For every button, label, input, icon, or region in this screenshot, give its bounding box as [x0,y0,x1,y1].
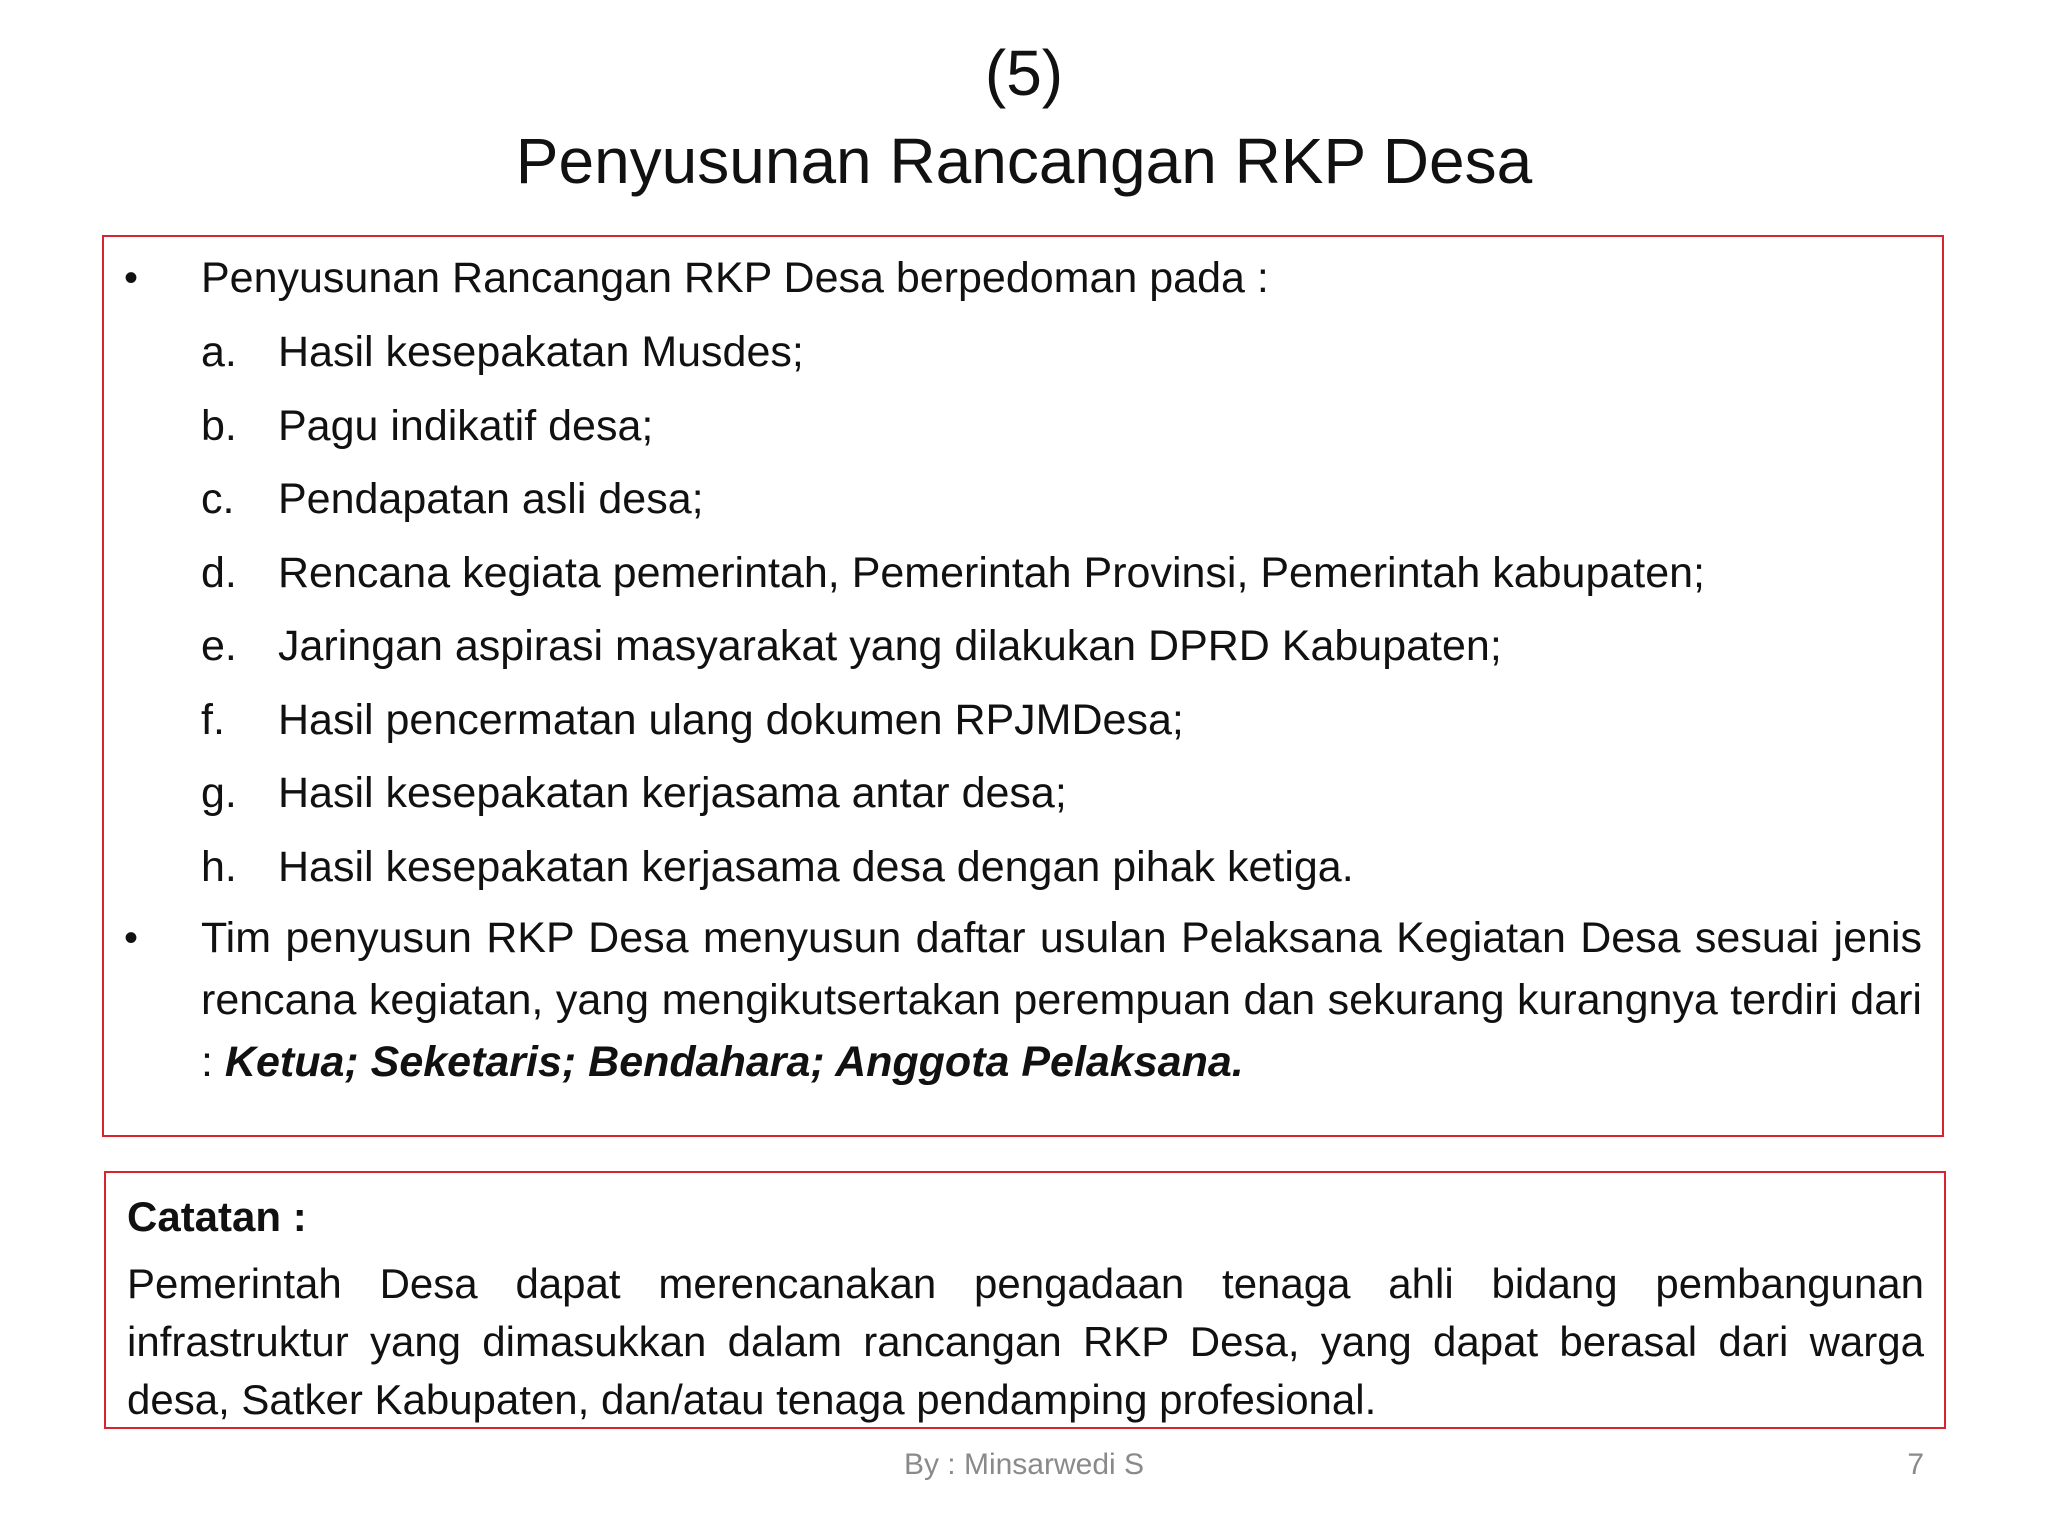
list-item-letter: h. [201,842,237,891]
section-number: (5) [984,37,1064,109]
list-item-letter: d. [201,548,237,597]
list-item [201,683,1922,757]
footer-author: By : Minsarwedi S [903,1448,1145,1481]
list-item-text: Hasil pencermatan ulang dokumen RPJMDesa; [278,695,1184,744]
list-item-text: Hasil kesepakatan kerjasama antar desa; [278,769,1067,817]
page-title: Penyusunan Rancangan RKP Desa [515,125,1533,197]
list-item-letter: f. [201,695,225,744]
list-item [201,756,1922,830]
list-item-letter: g. [201,769,237,817]
list-item-text: Pagu indikatif desa; [278,401,654,450]
list-item [201,609,1922,683]
bullet-icon: • [124,256,139,300]
slide-title-block [0,30,2048,206]
list-item-text: Hasil kesepakatan Musdes; [278,328,804,376]
list-item-letter: c. [201,475,235,523]
note-title: Catatan : [127,1193,307,1240]
list-item-text: Pendapatan asli desa; [278,475,704,523]
list-item-text: Jaringan aspirasi masyarakat yang dilakukan DPRD Kabupaten; [278,622,1502,670]
note-box [104,1171,1946,1429]
bullet-guidelines-text: Penyusunan Rancangan RKP Desa berpedoman pada : [201,254,1269,302]
bullet-icon: • [124,916,139,960]
list-item [201,536,1922,610]
list-item-letter: e. [201,622,237,670]
list-item-letter: a. [201,328,237,376]
list-item-text: Rencana kegiata pemerintah, Pemerintah Provinsi, Pemerintah kabupaten; [278,548,1705,597]
bullet-team-description: Tim penyusun RKP Desa menyusun daftar usulan Pelaksana Kegiatan Desa sesuai jenis rencana kegiatan, yang mengikutsertakan perempuan dan sekurang kurangnya terdiri dari : [201,914,1922,1086]
team-roles: Ketua; Seketaris; Bendahara; Anggota Pelaksana. [224,1038,1244,1086]
list-item-text: Hasil kesepakatan kerjasama desa dengan pihak ketiga. [278,842,1354,891]
page-number: 7 [1907,1448,1924,1481]
bullet-team-text [201,907,1922,1093]
list-item [201,315,1922,389]
main-content-box [102,235,1944,1137]
list-item-letter: b. [201,401,237,450]
note-text: Pemerintah Desa dapat merencanakan pengadaan tenaga ahli bidang pembangunan infrastruktur yang dimasukkan dalam rancangan RKP Desa, yang dapat berasal dari warga desa, Satker Kabupaten, dan/atau tenaga pendamping profesional. [127,1260,1924,1423]
guidelines-list [201,315,1922,903]
list-item [201,830,1922,904]
list-item [201,462,1922,536]
list-item [201,389,1922,463]
